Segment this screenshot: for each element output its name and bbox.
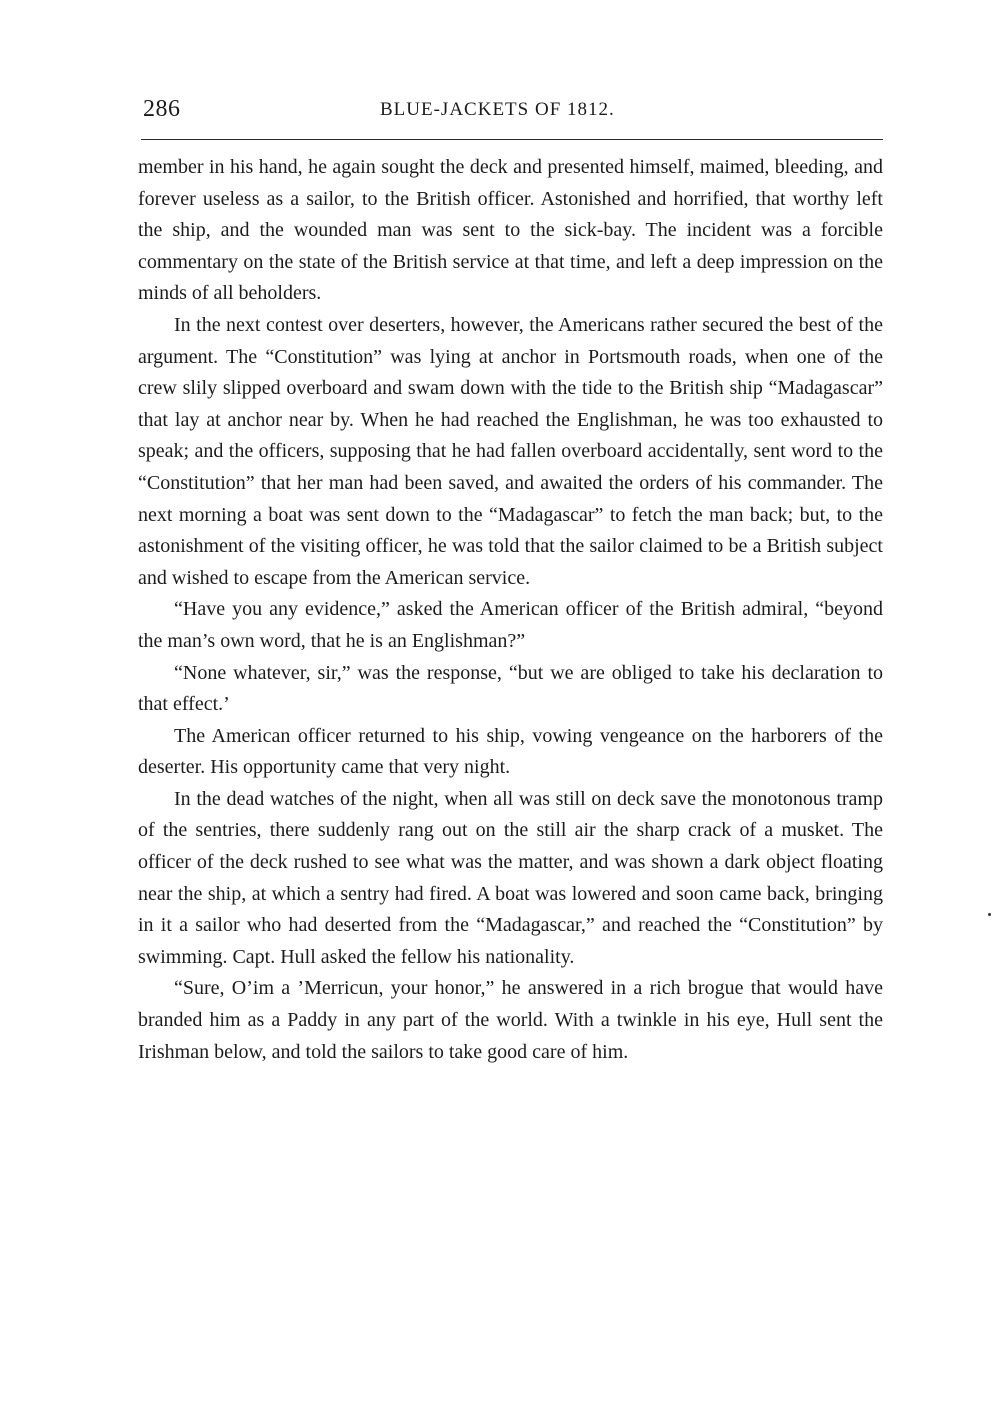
paragraph: “None whatever, sir,” was the response, “but we are obliged to take his declaration to that effect.’ <box>138 661 883 716</box>
running-head: BLUE-JACKETS OF 1812. <box>380 99 615 120</box>
paragraph: member in his hand, he again sought the deck and presented himself, maimed, bleeding, and forever useless as a sailor, to the British officer. Astonished and horrified, that worthy left the ship, and the wounded man was sent to the sick-bay. The incident was a forcible commentary on the state of the British service at that time, and left a deep impression on the minds of all beholders. <box>138 156 883 305</box>
paragraph: “Have you any evidence,” asked the American officer of the British admiral, “beyond the man’s own word, that he is an Englishman?” <box>138 598 883 652</box>
paragraph: “Sure, O’im a ’Merricun, your honor,” he answered in a rich brogue that would have branded him as a Paddy in any part of the world. With a twinkle in his eye, Hull sent the Irishman below, and told the sailors to take good care of him. <box>138 977 883 1063</box>
ink-speck <box>988 913 991 916</box>
paragraph: In the dead watches of the night, when all was still on deck save the monotonous tramp of the sentries, there suddenly rang out on the still air the sharp crack of a musket. The officer of the deck rushed to see what was the matter, and was shown a dark object floating near the ship, at which a sentry had fired. A boat was lowered and soon came back, bringing in it a sailor who had deserted from the “Madagascar,” and reached the “Constitution” by swimming. Capt. Hull asked the fellow his nationality. <box>138 787 883 968</box>
body-text <box>138 152 883 1068</box>
header-rule <box>141 139 883 140</box>
paragraph: In the next contest over deserters, however, the Americans rather secured the best of the argument. The “Constitution” was lying at anchor in Portsmouth roads, when one of the crew slily slipped overboard and swam down with the tide to the British ship “Madagascar” that lay at anchor near by. When he had reached the Englishman, he was too exhausted to speak; and the officers, supposing that he had fallen overboard accidentally, sent word to the “Constitution” that her man had been saved, and awaited the orders of his commander. The next morning a boat was sent down to the “Madagascar” to fetch the man back; but, to the astonishment of the visiting officer, he was told that the sailor claimed to be a British subject and wished to escape from the American service. <box>138 313 883 589</box>
page-number: 286 <box>143 96 181 122</box>
page-header <box>143 96 883 126</box>
paragraph: The American officer returned to his ship, vowing vengeance on the harborers of the deserter. His opportunity came that very night. <box>138 724 883 779</box>
